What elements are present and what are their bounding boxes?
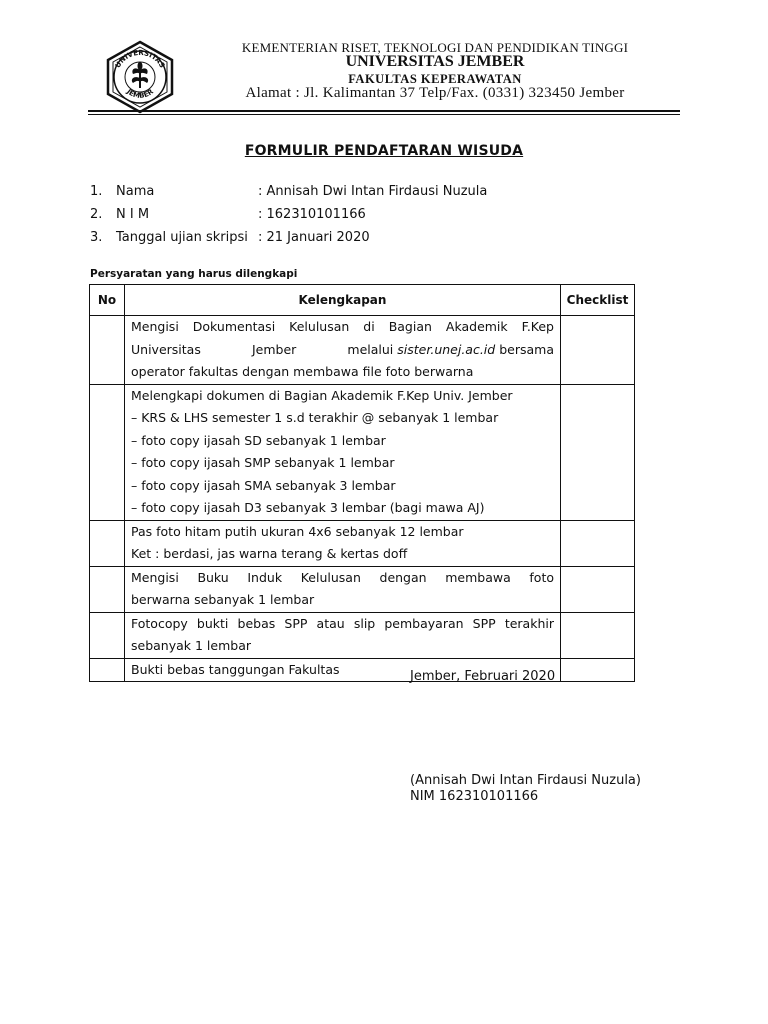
signer-nim: NIM 162310101166 [410,789,539,804]
requirement-cell [125,566,561,612]
requirement-cell [125,384,561,520]
requirement-line: operator fakultas dengan membawa file foto berwarna [131,364,474,379]
header-item: Kelengkapan [125,285,561,316]
field-value: : 21 Januari 2020 [258,230,370,245]
requirement-line: Mengisi Dokumentasi Kelulusan di Bagian Akademik F.Kep [131,319,554,334]
checklist-cell[interactable] [561,316,635,385]
checklist-cell[interactable] [561,658,635,682]
requirement-line: Fotocopy bukti bebas SPP atau slip pembayaran SPP terakhir [131,615,554,631]
requirement-line: sebanyak 1 lembar [131,638,251,653]
field-value: : Annisah Dwi Intan Firdausi Nuzula [258,184,488,199]
requirement-cell [125,520,561,566]
form-title: FORMULIR PENDAFTARAN WISUDA [244,143,524,159]
row-number-cell [90,384,125,520]
ministry-name: KEMENTERIAN RISET, TEKNOLOGI DAN PENDIDIKAN TINGGI [241,40,629,55]
requirement-line: Mengisi Buku Induk Kelulusan dengan membawa foto [131,569,554,585]
requirements-table [89,284,635,682]
university-name: UNIVERSITAS JEMBER [345,53,525,70]
checklist-cell[interactable] [561,612,635,658]
field-name [0,184,768,202]
field-exam-date [0,230,768,248]
address: Alamat : Jl. Kalimantan 37 Telp/Fax. (0331) 323450 Jember [245,85,625,101]
header-rule-thick [88,110,680,112]
requirement-line: Bukti bebas tanggungan Fakultas [131,661,340,677]
table-row [90,316,635,385]
website-link[interactable]: sister.unej.ac.id [397,341,496,357]
requirement-line: – foto copy ijasah SMP sebanyak 1 lembar [131,455,395,470]
requirement-line: Melengkapi dokumen di Bagian Akademik F.Kep Univ. Jember [131,387,513,403]
field-number: 3. [90,230,103,245]
checklist-cell[interactable] [561,384,635,520]
university-logo [103,40,177,114]
row-number-cell [90,520,125,566]
requirement-cell [125,316,561,385]
checklist-cell[interactable] [561,566,635,612]
requirement-line: Pas foto hitam putih ukuran 4x6 sebanyak 12 lembar [131,523,464,539]
field-value: : 162310101166 [258,207,366,222]
requirement-line: – foto copy ijasah SMA sebanyak 3 lembar [131,477,396,493]
requirements-caption: Persyaratan yang harus dilengkapi [90,268,298,280]
header-checklist: Checklist [561,285,635,316]
requirement-line: – foto copy ijasah D3 sebanyak 3 lembar (bagi mawa AJ) [131,500,485,515]
header-no: No [90,285,125,316]
field-number: 2. [90,207,103,222]
place-date: Jember, Februari 2020 [410,669,556,684]
field-label: Nama [116,184,155,199]
requirement-line: – foto copy ijasah SD sebanyak 1 lembar [131,432,386,448]
requirement-text: bersama [499,341,554,357]
checklist-cell[interactable] [561,520,635,566]
requirement-line: – KRS & LHS semester 1 s.d terakhir @ sebanyak 1 lembar [131,410,499,425]
svg-text:JEMBER: JEMBER [125,87,155,101]
header-rule-thin [88,114,680,115]
field-nim [0,207,768,225]
field-label: Tanggal ujian skripsi [116,230,248,245]
row-number-cell [90,658,125,682]
table-row [90,520,635,566]
field-label: N I M [116,207,150,222]
table-row [90,384,635,520]
table-row [90,612,635,658]
field-number: 1. [90,184,103,199]
signer-name: (Annisah Dwi Intan Firdausi Nuzula) [410,773,641,788]
svg-text:UNIVERSITAS: UNIVERSITAS [113,48,167,70]
row-number-cell [90,316,125,385]
row-number-cell [90,566,125,612]
requirement-cell [125,612,561,658]
requirement-line: Ket : berdasi, jas warna terang & kertas doff [131,546,408,561]
requirement-line [131,339,554,362]
requirement-text: Universitas Jember melalui [131,341,394,357]
faculty-name: FAKULTAS KEPERAWATAN [348,72,522,86]
row-number-cell [90,612,125,658]
requirement-line: berwarna sebanyak 1 lembar [131,592,315,607]
table-row [90,566,635,612]
